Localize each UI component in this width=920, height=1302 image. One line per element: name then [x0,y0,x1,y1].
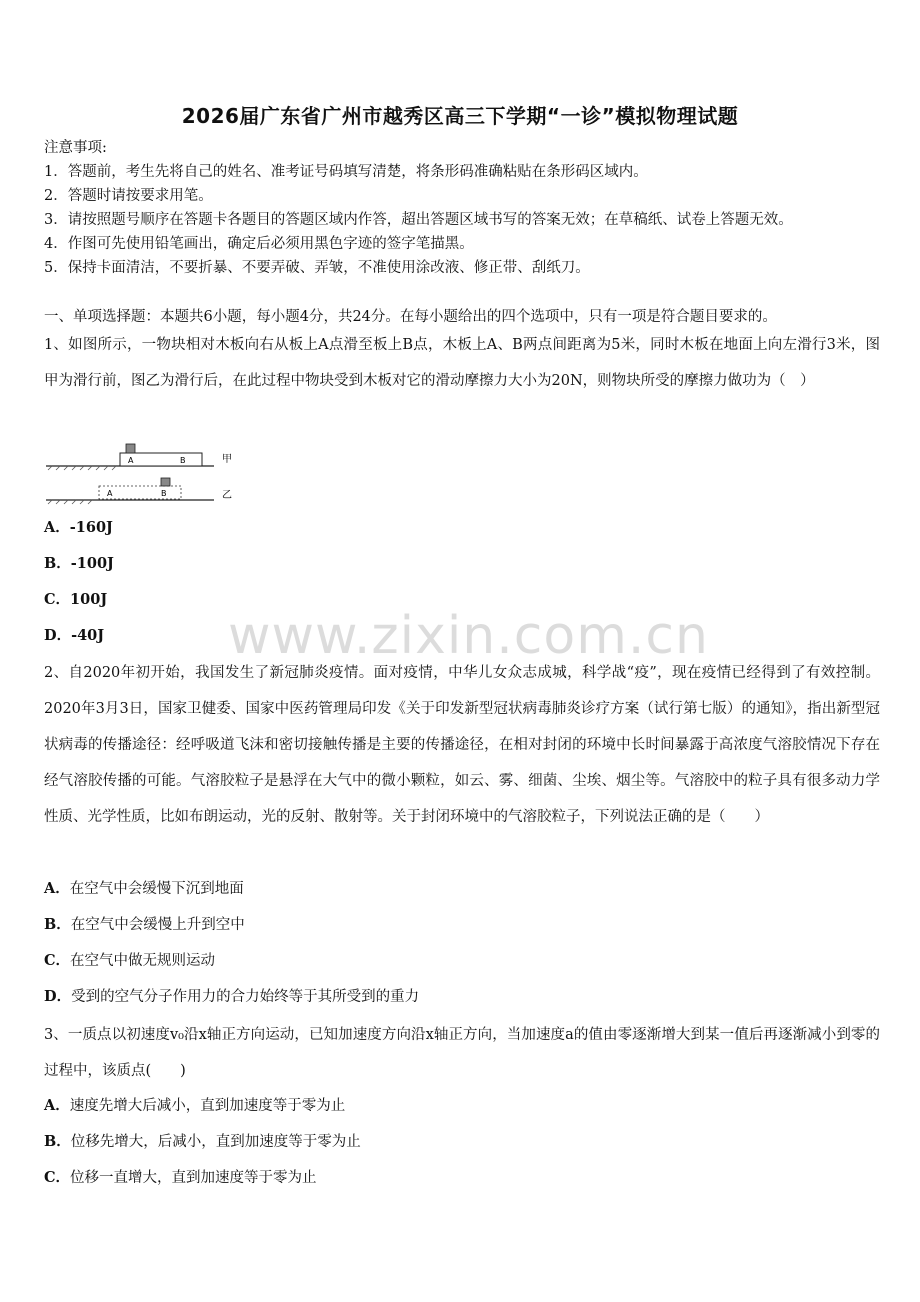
option-b: B．-100J [44,555,114,572]
point-a-label: A [128,456,134,465]
section-heading: 一、单项选择题：本题共6小题，每小题4分，共24分。在每小题给出的四个选项中，只有一项是符合题目要求的。 [44,309,777,325]
figure-yi [46,478,232,504]
option-b: B．在空气中会缓慢上升到空中 [44,916,245,933]
exam-title: 2026届广东省广州市越秀区高三下学期“一诊”模拟物理试题 [181,104,739,128]
figure-yi-label: 乙 [222,490,232,501]
figure-jia [46,444,232,470]
note-item: 3．请按照题号顺序在答题卡各题目的答题区域内作答，超出答题区域书写的答案无效；在草稿纸、试卷上答题无效。 [44,212,793,228]
notes-heading: 注意事项: [44,140,107,156]
note-item: 5．保持卡面清洁，不要折暴、不要弄破、弄皱，不准使用涂改液、修正带、刮纸刀。 [44,260,590,276]
question-3-text: 3、一质点以初速度v₀沿x轴正方向运动，已知加速度方向沿x轴正方向，当加速度a的值由零逐渐增大到某一值后再逐渐减小到零的过程中，该质点( ) [44,1027,880,1079]
note-item: 2．答题时请按要求用笔。 [44,188,213,204]
question-1-figure [44,440,244,506]
note-item: 4．作图可先使用铅笔画出，确定后必须用黑色字迹的签字笔描黑。 [44,236,474,252]
option-c: C．100J [44,591,108,608]
option-c: C．在空气中做无规则运动 [44,952,216,969]
point-b-label: B [180,456,186,465]
option-c: C．位移一直增大，直到加速度等于零为止 [44,1169,317,1186]
option-a: A．速度先增大后减小，直到加速度等于零为止 [44,1097,346,1114]
option-d: D．-40J [44,627,105,644]
watermark: www.zixin.com.cn [228,606,709,666]
question-2-text: 2、自2020年初开始，我国发生了新冠肺炎疫情。面对疫情，中华儿女众志成城，科学战“疫”，现在疫情已经得到了有效控制。2020年3月3日，国家卫健委、国家中医药管理局印发《关于印发新型冠状病毒肺炎诊疗方案（试行第七版）的通知》，指出新型冠状病毒的传播途径：经呼吸道飞沫和密切接触传播是主要的传播途径，在相对封闭的环境中长时间暴露于高浓度气溶胶情况下存在经气溶胶传播的可能。气溶胶粒子是悬浮在大气中的微小颗粒，如云、雾、细菌、尘埃、烟尘等。气溶胶中的粒子具有很多动力学性质、光学性质，比如布朗运动，光的反射、散射等。关于封闭环境中的气溶胶粒子，下列说法正确的是（ ） [44,665,880,825]
note-item: 1．答题前，考生先将自己的姓名、准考证号码填写清楚，将条形码准确粘贴在条形码区域内。 [44,164,648,180]
option-a: A．在空气中会缓慢下沉到地面 [44,880,244,897]
option-d: D．受到的空气分子作用力的合力始终等于其所受到的重力 [44,988,420,1005]
option-a: A．-160J [44,519,113,536]
option-b: B．位移先增大，后减小，直到加速度等于零为止 [44,1133,361,1150]
point-a-label: A [107,489,113,498]
question-1-text: 1、如图所示，一物块相对木板向右从板上A点滑至板上B点，木板上A、B两点间距离为5米，同时木板在地面上向左滑行3米，图甲为滑行前，图乙为滑行后，在此过程中物块受到木板对它的滑动摩擦力大小为20N，则物块所受的摩擦力做功为（ ） [44,337,880,389]
figure-jia-label: 甲 [222,454,232,465]
point-b-label: B [161,489,167,498]
